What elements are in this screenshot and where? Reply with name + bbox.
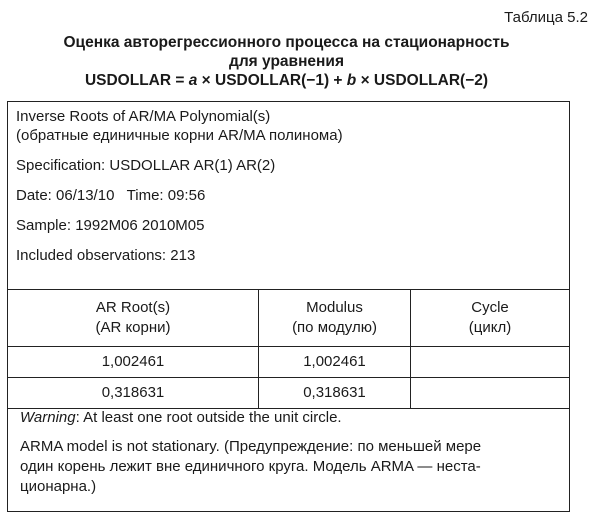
equation-lhs: USDOLLAR = bbox=[84, 72, 189, 89]
cell-cycle bbox=[411, 378, 570, 409]
coefficient-a: a bbox=[188, 72, 198, 89]
info-observations: Included observations: 213 bbox=[16, 247, 196, 264]
header-modulus-ru: (по модулю) bbox=[292, 319, 377, 336]
warning-label: Warning bbox=[20, 409, 76, 426]
table-title bbox=[0, 33, 573, 90]
title-line-1: Оценка авторегрессионного процесса на стационарность bbox=[63, 34, 510, 51]
cell-cycle bbox=[411, 347, 570, 378]
warning-translation-line-2: один корень лежит вне единичного круга. Модель ARMA — неста- bbox=[20, 458, 481, 475]
info-heading-2: (обратные единичные корни AR/MA полинома) bbox=[16, 127, 343, 144]
roots-table bbox=[7, 289, 570, 409]
warning-line bbox=[20, 408, 565, 428]
cell-ar-root: 1,002461 bbox=[8, 347, 259, 378]
table-row bbox=[8, 347, 570, 378]
header-ar-roots-en: AR Root(s) bbox=[95, 299, 171, 316]
equation-mid: × USDOLLAR(−1) + bbox=[197, 72, 347, 89]
header-cycle bbox=[411, 290, 570, 347]
table-caption: Таблица 5.2 bbox=[504, 9, 588, 26]
output-frame bbox=[7, 101, 570, 512]
header-ar-roots bbox=[8, 290, 259, 347]
header-modulus-en: Modulus bbox=[306, 299, 363, 316]
header-cycle-en: Cycle bbox=[471, 299, 509, 316]
warning-translation-line-1: ARMA model is not stationary. (Предупреждение: по меньшей мере bbox=[20, 438, 482, 455]
cell-modulus: 1,002461 bbox=[259, 347, 411, 378]
header-modulus bbox=[259, 290, 411, 347]
coefficient-b: b bbox=[346, 72, 357, 89]
header-cycle-ru: (цикл) bbox=[468, 319, 512, 336]
title-equation bbox=[0, 71, 573, 90]
info-sample: Sample: 1992M06 2010M05 bbox=[16, 217, 205, 234]
cell-ar-root: 0,318631 bbox=[8, 378, 259, 409]
title-line-2: для уравнения bbox=[229, 53, 344, 70]
header-ar-roots-ru: (AR корни) bbox=[95, 319, 171, 336]
info-specification: Specification: USDOLLAR AR(1) AR(2) bbox=[16, 157, 276, 174]
info-date: Date: 06/13/10 Time: 09:56 bbox=[16, 187, 206, 204]
table-header-row bbox=[8, 290, 570, 347]
table-row bbox=[8, 378, 570, 409]
warning-translation-line-3: ционарна.) bbox=[20, 478, 97, 495]
info-heading-1: Inverse Roots of AR/MA Polynomial(s) bbox=[16, 108, 271, 125]
warning-translation bbox=[20, 437, 565, 497]
warning-block bbox=[20, 408, 565, 497]
estimation-info bbox=[16, 107, 343, 265]
equation-end: × USDOLLAR(−2) bbox=[356, 72, 489, 89]
warning-text: : At least one root outside the unit circle. bbox=[75, 409, 342, 426]
cell-modulus: 0,318631 bbox=[259, 378, 411, 409]
